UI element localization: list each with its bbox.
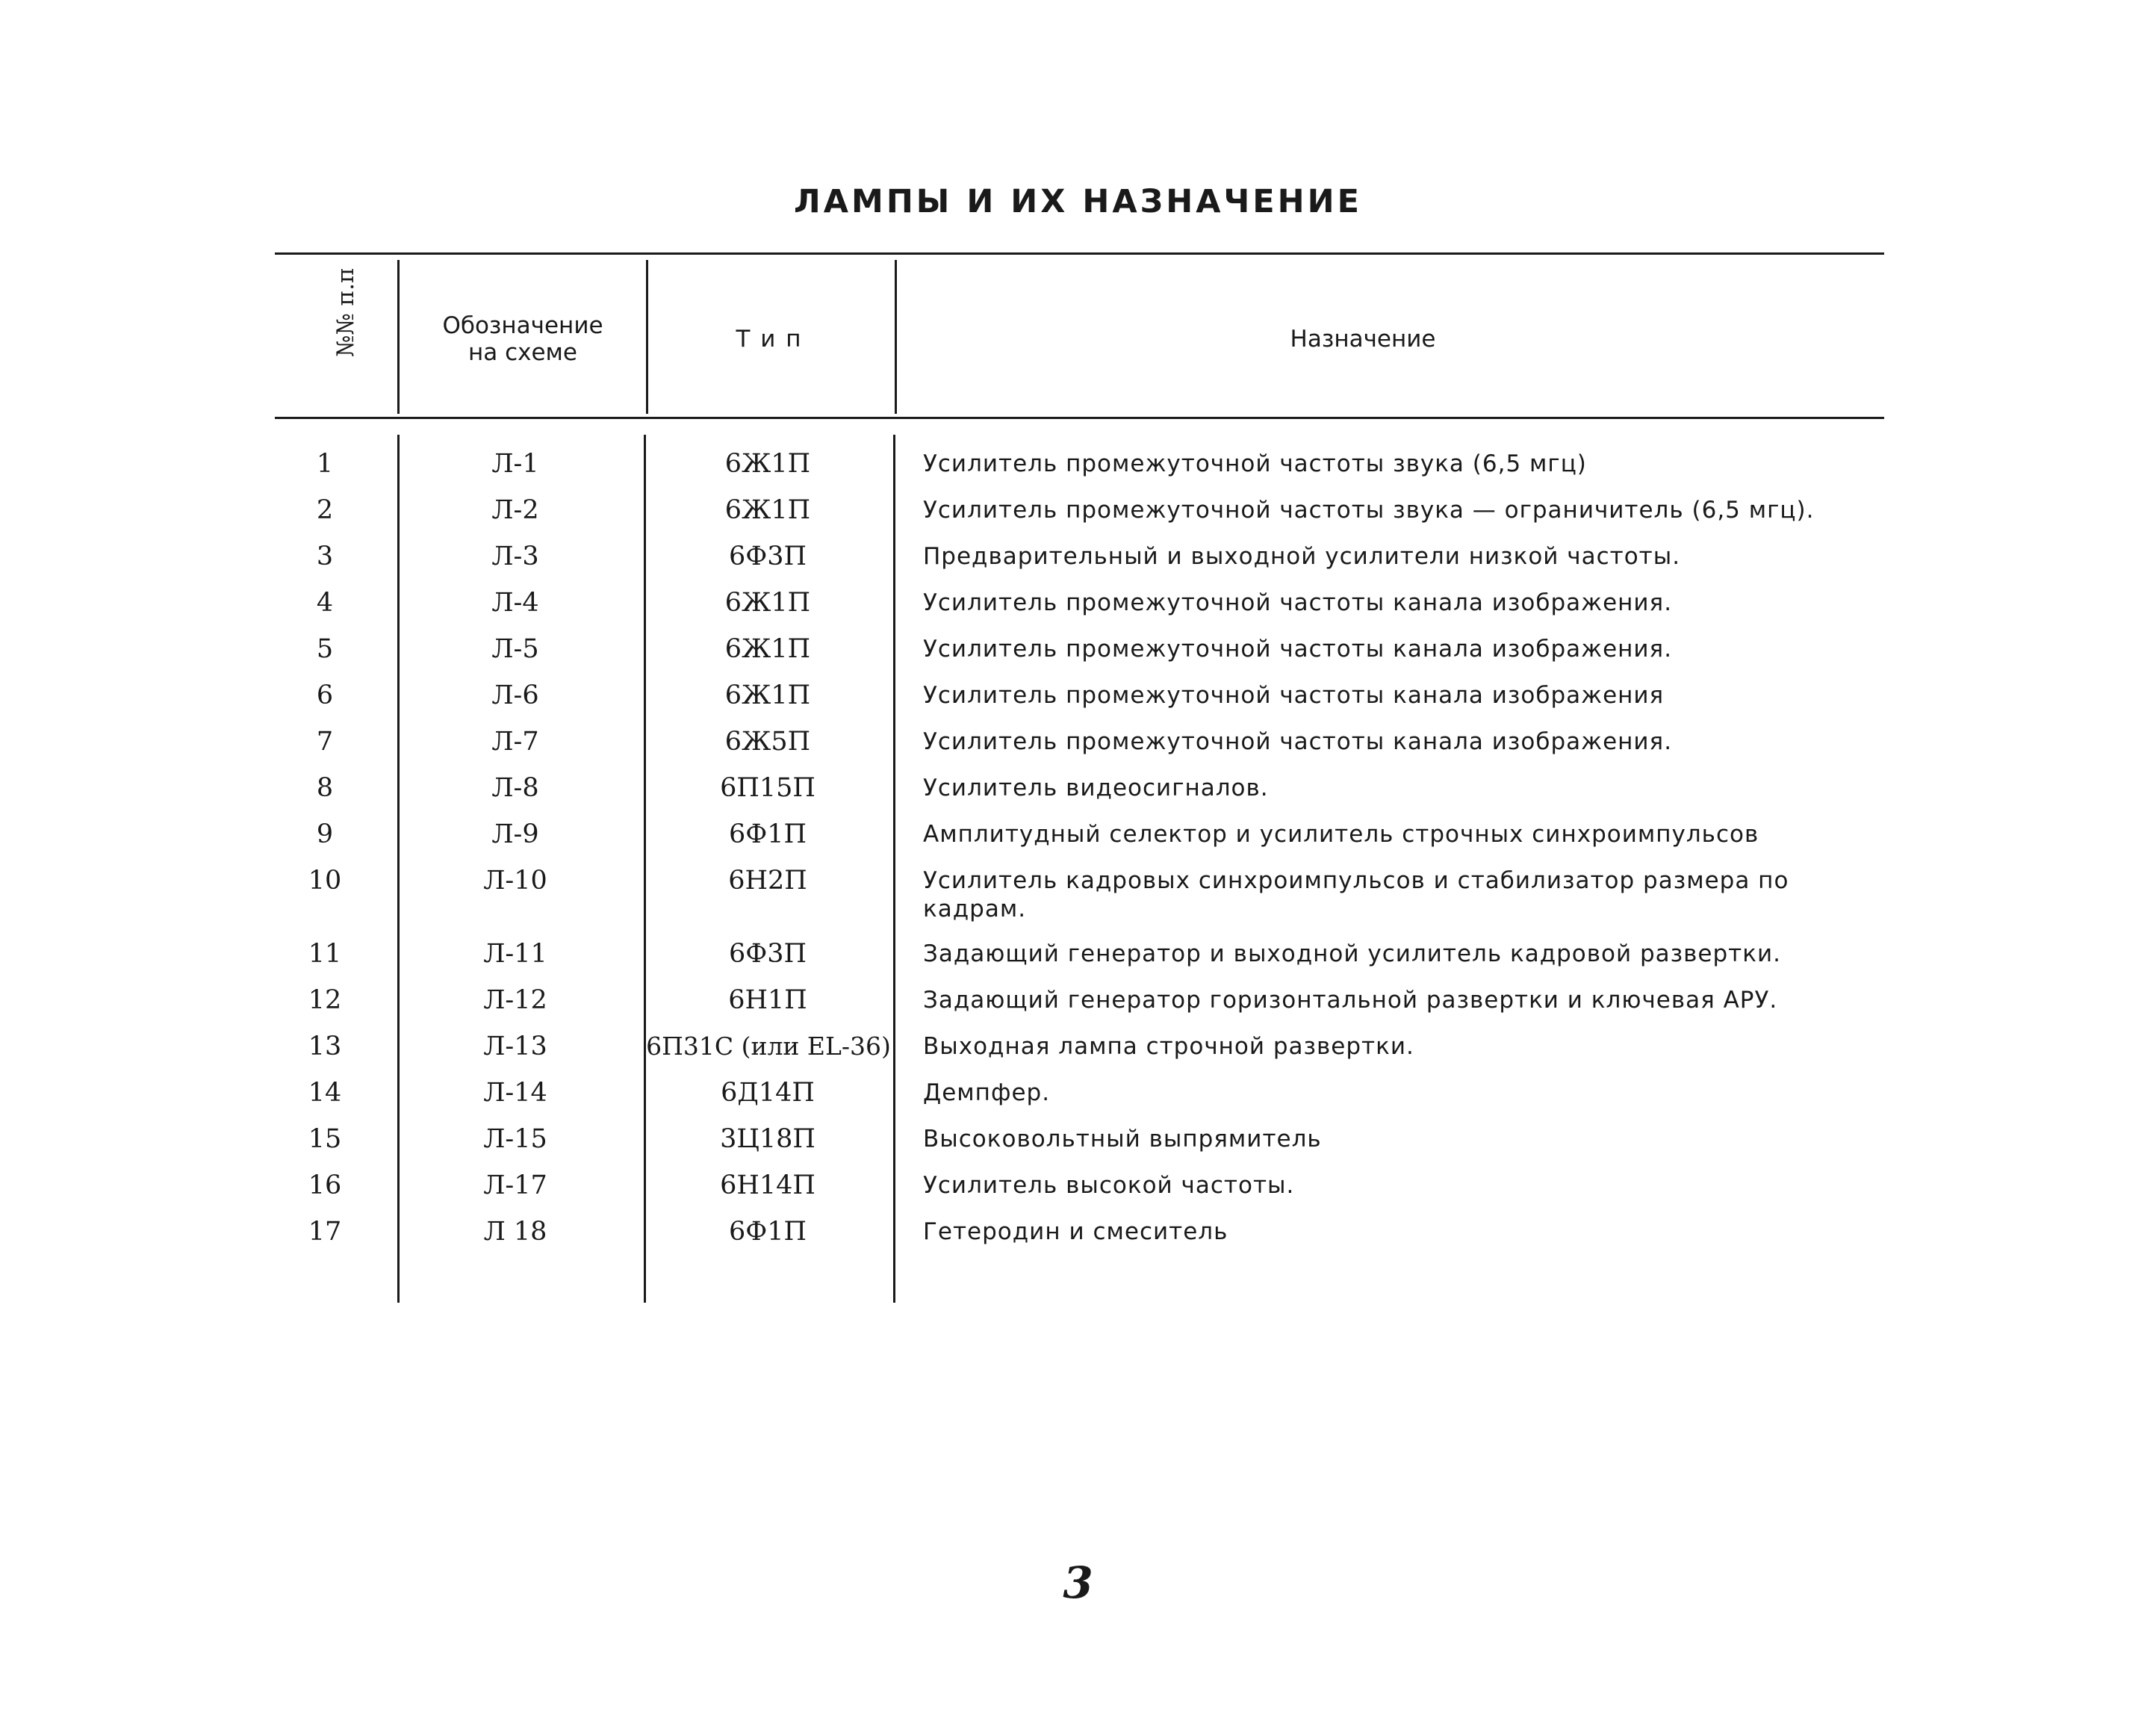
row-designation: Л-7 bbox=[491, 727, 539, 757]
table-row bbox=[0, 1079, 2156, 1125]
row-number: 1 bbox=[316, 449, 334, 479]
table-row bbox=[0, 1125, 2156, 1171]
table-row bbox=[0, 1171, 2156, 1218]
row-designation: Л-2 bbox=[491, 495, 539, 525]
row-purpose: Задающий генератор и выходной усилитель кадровой развертки. bbox=[923, 940, 1781, 967]
row-number: 17 bbox=[308, 1217, 342, 1247]
row-type: 6Ф1П bbox=[728, 1217, 807, 1247]
row-number: 4 bbox=[316, 588, 334, 618]
table-row bbox=[0, 866, 2156, 940]
table-row bbox=[0, 774, 2156, 820]
row-type: 6Д14П bbox=[721, 1078, 815, 1108]
header-divider-1 bbox=[397, 260, 400, 414]
row-number: 10 bbox=[308, 866, 342, 896]
row-designation: Л-5 bbox=[491, 634, 539, 664]
row-purpose: Усилитель высокой частоты. bbox=[923, 1172, 1295, 1199]
row-purpose: Усилитель видеосигналов. bbox=[923, 775, 1269, 801]
page-title: ЛАМПЫ И ИХ НАЗНАЧЕНИЕ bbox=[794, 183, 1362, 220]
row-designation: Л-4 bbox=[491, 588, 539, 618]
row-number: 7 bbox=[316, 727, 334, 757]
header-purpose: Назначение bbox=[1290, 326, 1436, 353]
row-type: 6Ф1П bbox=[728, 819, 807, 849]
row-type: 6Ф3П bbox=[728, 939, 807, 969]
header-divider-2 bbox=[646, 260, 648, 414]
row-purpose: Амплитудный селектор и усилитель строчных синхроимпульсов bbox=[923, 821, 1759, 848]
row-type: 6П15П bbox=[720, 773, 816, 803]
row-purpose: Демпфер. bbox=[923, 1079, 1051, 1106]
row-type: 6Ж1П bbox=[724, 588, 811, 618]
row-type: 6Н1П bbox=[728, 985, 807, 1015]
row-designation: Л-11 bbox=[483, 939, 547, 969]
row-number: 9 bbox=[316, 819, 334, 849]
row-designation: Л-10 bbox=[483, 866, 547, 896]
page-number: 3 bbox=[1063, 1557, 1093, 1608]
header-divider-3 bbox=[895, 260, 897, 414]
table-header-rule bbox=[275, 417, 1884, 419]
table-row bbox=[0, 728, 2156, 774]
row-type: 6Н2П bbox=[728, 866, 807, 896]
row-purpose: Усилитель промежуточной частоты канала изображения. bbox=[923, 728, 1673, 755]
row-purpose: Усилитель промежуточной частоты звука — ограничитель (6,5 мгц). bbox=[923, 497, 1815, 524]
row-purpose: Предварительный и выходной усилители низкой частоты. bbox=[923, 543, 1681, 570]
header-designation bbox=[418, 312, 627, 366]
row-purpose: Гетеродин и смеситель bbox=[923, 1218, 1228, 1245]
row-purpose: Высоковольтный выпрямитель bbox=[923, 1126, 1322, 1153]
table-row bbox=[0, 1032, 2156, 1079]
row-type: 3Ц18П bbox=[720, 1124, 816, 1154]
table-row bbox=[0, 635, 2156, 681]
row-number: 5 bbox=[316, 634, 334, 664]
row-number: 15 bbox=[308, 1124, 342, 1154]
row-number: 3 bbox=[316, 542, 334, 571]
row-number: 8 bbox=[316, 773, 334, 803]
table-row bbox=[0, 820, 2156, 866]
row-number: 16 bbox=[308, 1170, 342, 1200]
row-purpose: Усилитель кадровых синхроимпульсов и стабилизатор размера по кадрам. bbox=[923, 867, 1789, 922]
row-designation: Л-8 bbox=[491, 773, 539, 803]
table-row bbox=[0, 450, 2156, 496]
table-row bbox=[0, 681, 2156, 728]
row-type: 6Ж1П bbox=[724, 495, 811, 525]
row-purpose: Задающий генератор горизонтальной развертки и ключевая АРУ. bbox=[923, 987, 1778, 1014]
row-type: 6Ж1П bbox=[724, 449, 811, 479]
table-row bbox=[0, 542, 2156, 589]
table-row bbox=[0, 986, 2156, 1032]
row-type: 6Ф3П bbox=[728, 542, 807, 571]
table-top-rule bbox=[275, 252, 1884, 255]
row-designation: Л-1 bbox=[491, 449, 539, 479]
row-type: 6П31С (или EL-36) bbox=[646, 1032, 891, 1061]
row-designation: Л-14 bbox=[483, 1078, 547, 1108]
header-number: №№ п.п bbox=[332, 267, 359, 357]
row-designation: Л-12 bbox=[483, 985, 547, 1015]
row-purpose: Выходная лампа строчной развертки. bbox=[923, 1033, 1414, 1060]
row-designation: Л-15 bbox=[483, 1124, 547, 1154]
table-row bbox=[0, 589, 2156, 635]
row-number: 12 bbox=[308, 985, 342, 1015]
row-number: 14 bbox=[308, 1078, 342, 1108]
table-row bbox=[0, 940, 2156, 986]
header-designation-line1: Обозначение bbox=[442, 312, 603, 339]
row-type: 6Н14П bbox=[720, 1170, 816, 1200]
row-designation: Л-17 bbox=[483, 1170, 547, 1200]
row-type: 6Ж5П bbox=[724, 727, 811, 757]
row-purpose: Усилитель промежуточной частоты канала изображения. bbox=[923, 636, 1673, 663]
row-designation: Л-13 bbox=[483, 1032, 547, 1061]
row-type: 6Ж1П bbox=[724, 634, 811, 664]
row-type: 6Ж1П bbox=[724, 680, 811, 710]
table-row bbox=[0, 496, 2156, 542]
row-designation: Л-3 bbox=[491, 542, 539, 571]
row-number: 2 bbox=[316, 495, 334, 525]
table-row bbox=[0, 1218, 2156, 1264]
row-designation: Л-9 bbox=[491, 819, 539, 849]
row-number: 13 bbox=[308, 1032, 342, 1061]
header-designation-line2: на схеме bbox=[467, 339, 578, 366]
header-type: Т и п bbox=[736, 326, 803, 353]
row-designation: Л-6 bbox=[491, 680, 539, 710]
row-designation: Л 18 bbox=[483, 1217, 547, 1247]
row-number: 11 bbox=[308, 939, 342, 969]
row-number: 6 bbox=[316, 680, 334, 710]
row-purpose: Усилитель промежуточной частоты звука (6,5 мгц) bbox=[923, 450, 1587, 477]
row-purpose: Усилитель промежуточной частоты канала изображения. bbox=[923, 589, 1673, 616]
row-purpose: Усилитель промежуточной частоты канала изображения bbox=[923, 682, 1665, 709]
